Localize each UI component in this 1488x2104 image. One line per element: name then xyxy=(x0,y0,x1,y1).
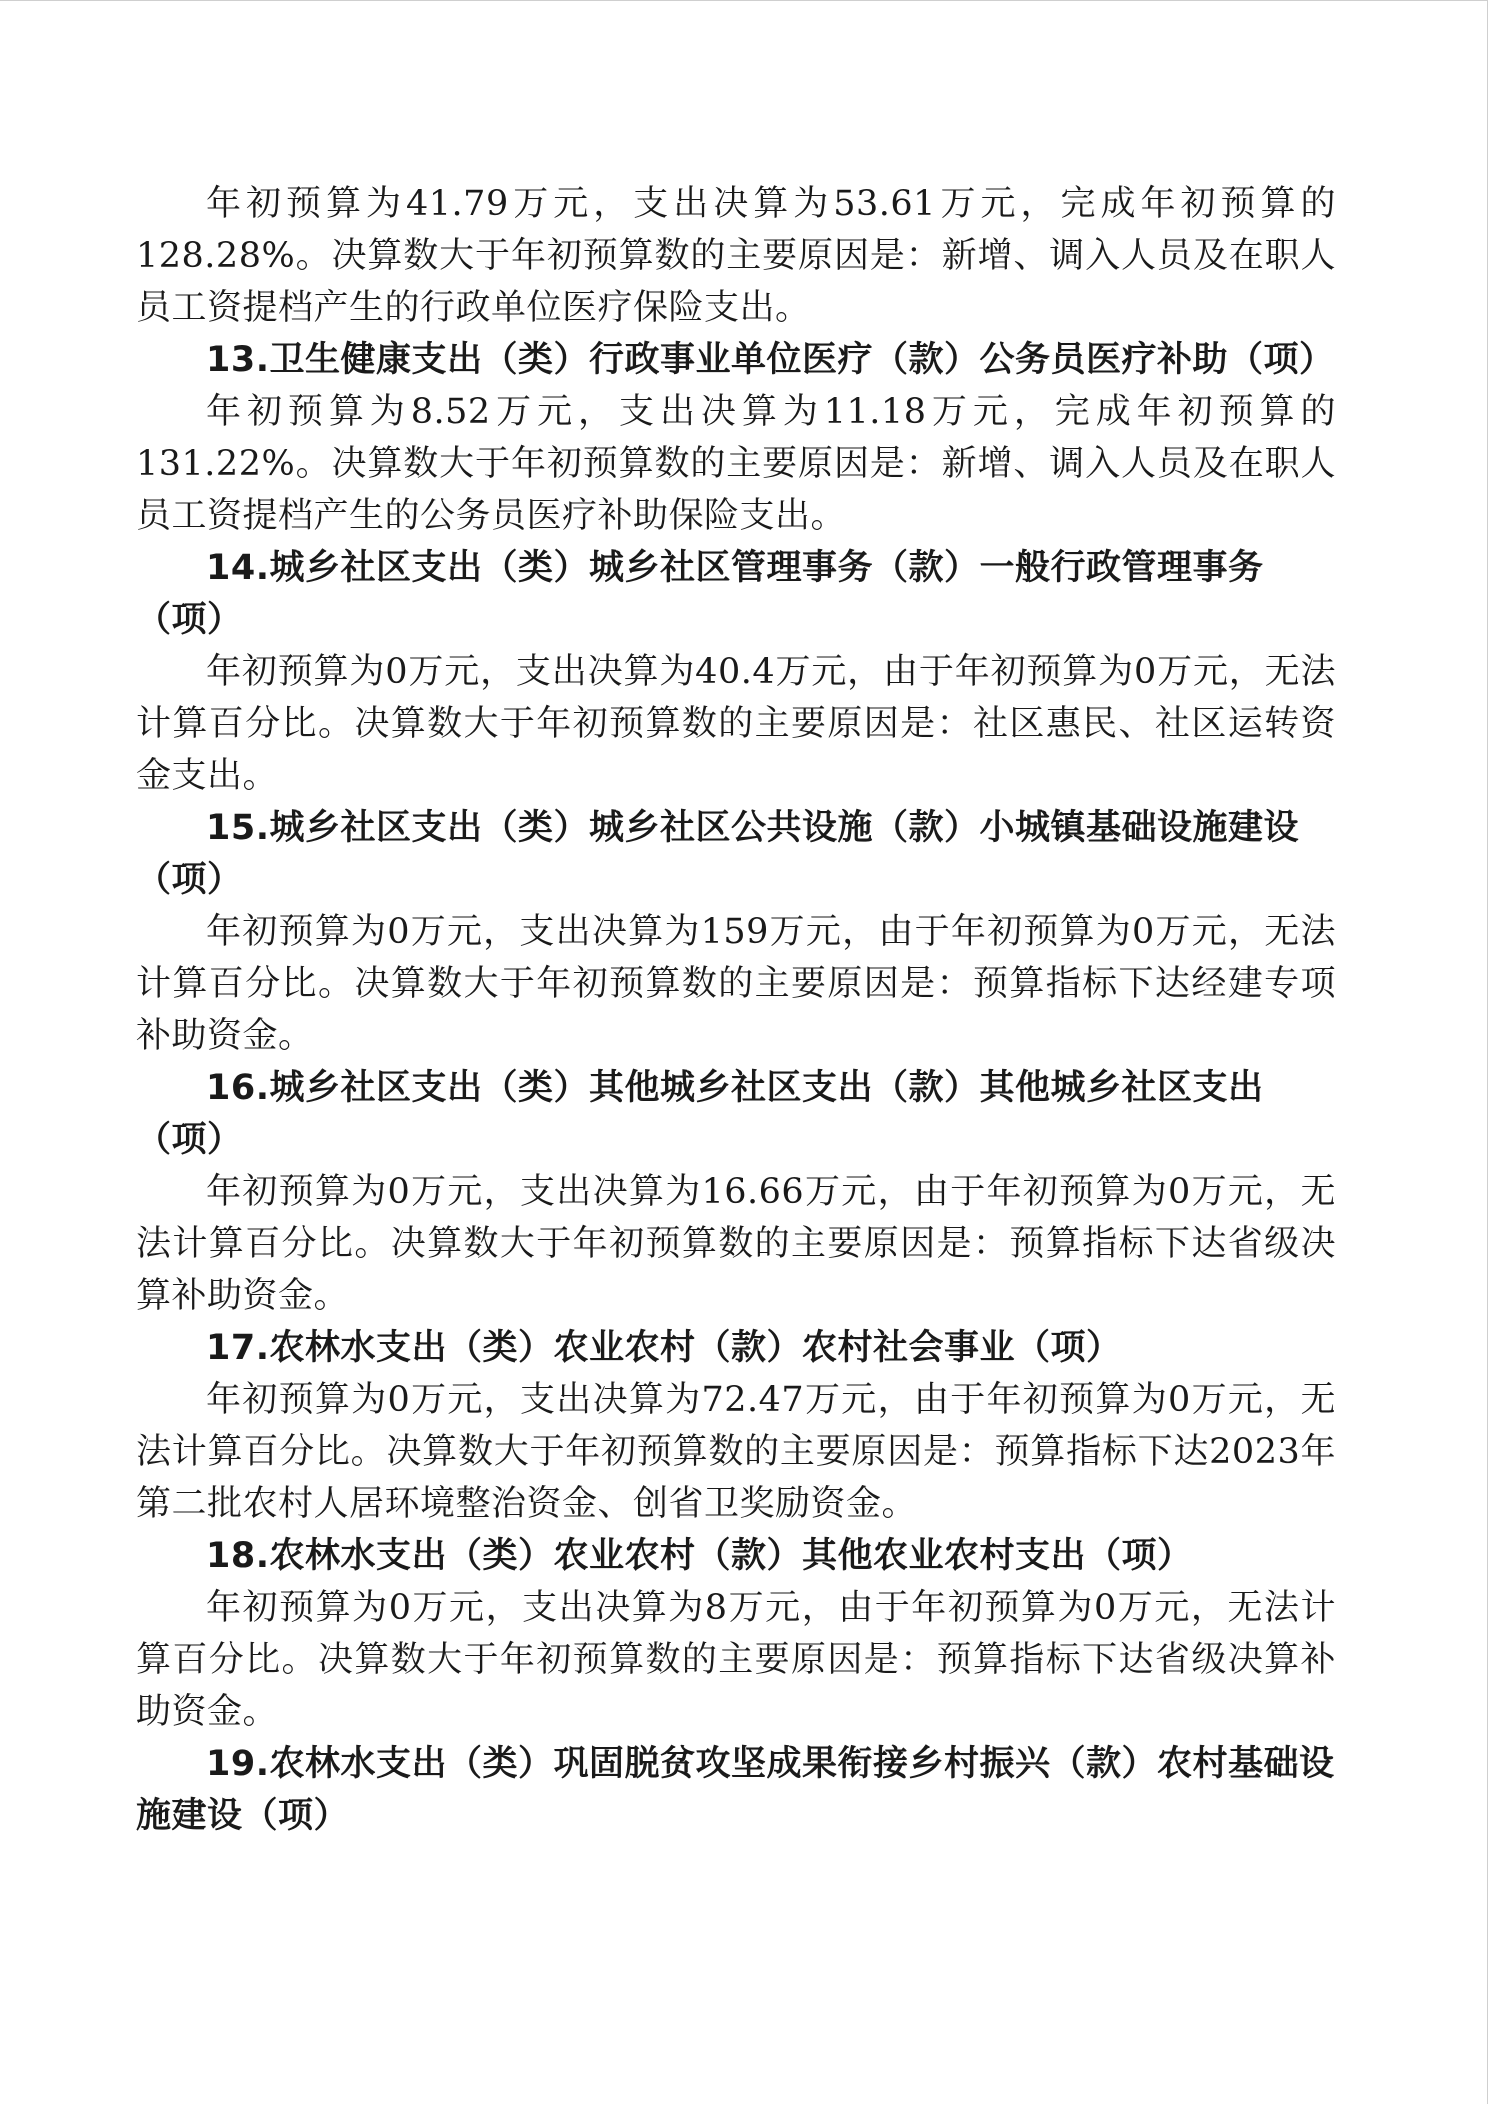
heading-19: 19.农林水支出（类）巩固脱贫攻坚成果衔接乡村振兴（款）农村基础设施建设（项） xyxy=(136,1744,1335,1836)
heading-18: 18.农林水支出（类）农业农村（款）其他农业农村支出（项） xyxy=(206,1536,1193,1576)
paragraph-15-detail: 年初预算为0万元，支出决算为159万元，由于年初预算为0万元，无法计算百分比。决算数大于年初预算数的主要原因是：预算指标下达经建专项补助资金。 xyxy=(136,912,1336,1056)
page-border-top xyxy=(0,0,1488,1)
heading-15: 15.城乡社区支出（类）城乡社区公共设施（款）小城镇基础设施建设（项） xyxy=(136,808,1300,900)
paragraph-14-detail: 年初预算为0万元，支出决算为40.4万元，由于年初预算为0万元，无法计算百分比。决算数大于年初预算数的主要原因是：社区惠民、社区运转资金支出。 xyxy=(136,652,1336,796)
heading-13: 13.卫生健康支出（类）行政事业单位医疗（款）公务员医疗补助（项） xyxy=(206,340,1335,380)
heading-16: 16.城乡社区支出（类）其他城乡社区支出（款）其他城乡社区支出（项） xyxy=(136,1068,1264,1160)
paragraph-17-detail: 年初预算为0万元，支出决算为72.47万元，由于年初预算为0万元，无法计算百分比。决算数大于年初预算数的主要原因是：预算指标下达2023年第二批农村人居环境整治资金、创省卫奖励资金。 xyxy=(136,1380,1336,1524)
paragraph-12-detail: 年初预算为41.79万元，支出决算为53.61万元，完成年初预算的128.28%。决算数大于年初预算数的主要原因是：新增、调入人员及在职人员工资提档产生的行政单位医疗保险支出。 xyxy=(136,184,1336,328)
heading-17: 17.农林水支出（类）农业农村（款）农村社会事业（项） xyxy=(206,1328,1122,1368)
heading-14: 14.城乡社区支出（类）城乡社区管理事务（款）一般行政管理事务（项） xyxy=(136,548,1264,640)
paragraph-13-detail: 年初预算为8.52万元，支出决算为11.18万元，完成年初预算的131.22%。决算数大于年初预算数的主要原因是：新增、调入人员及在职人员工资提档产生的公务员医疗补助保险支出。 xyxy=(136,392,1336,536)
paragraph-16-detail: 年初预算为0万元，支出决算为16.66万元，由于年初预算为0万元，无法计算百分比。决算数大于年初预算数的主要原因是：预算指标下达省级决算补助资金。 xyxy=(136,1172,1336,1316)
document-body xyxy=(136,178,1336,1842)
paragraph-18-detail: 年初预算为0万元，支出决算为8万元，由于年初预算为0万元，无法计算百分比。决算数大于年初预算数的主要原因是：预算指标下达省级决算补助资金。 xyxy=(136,1588,1336,1732)
